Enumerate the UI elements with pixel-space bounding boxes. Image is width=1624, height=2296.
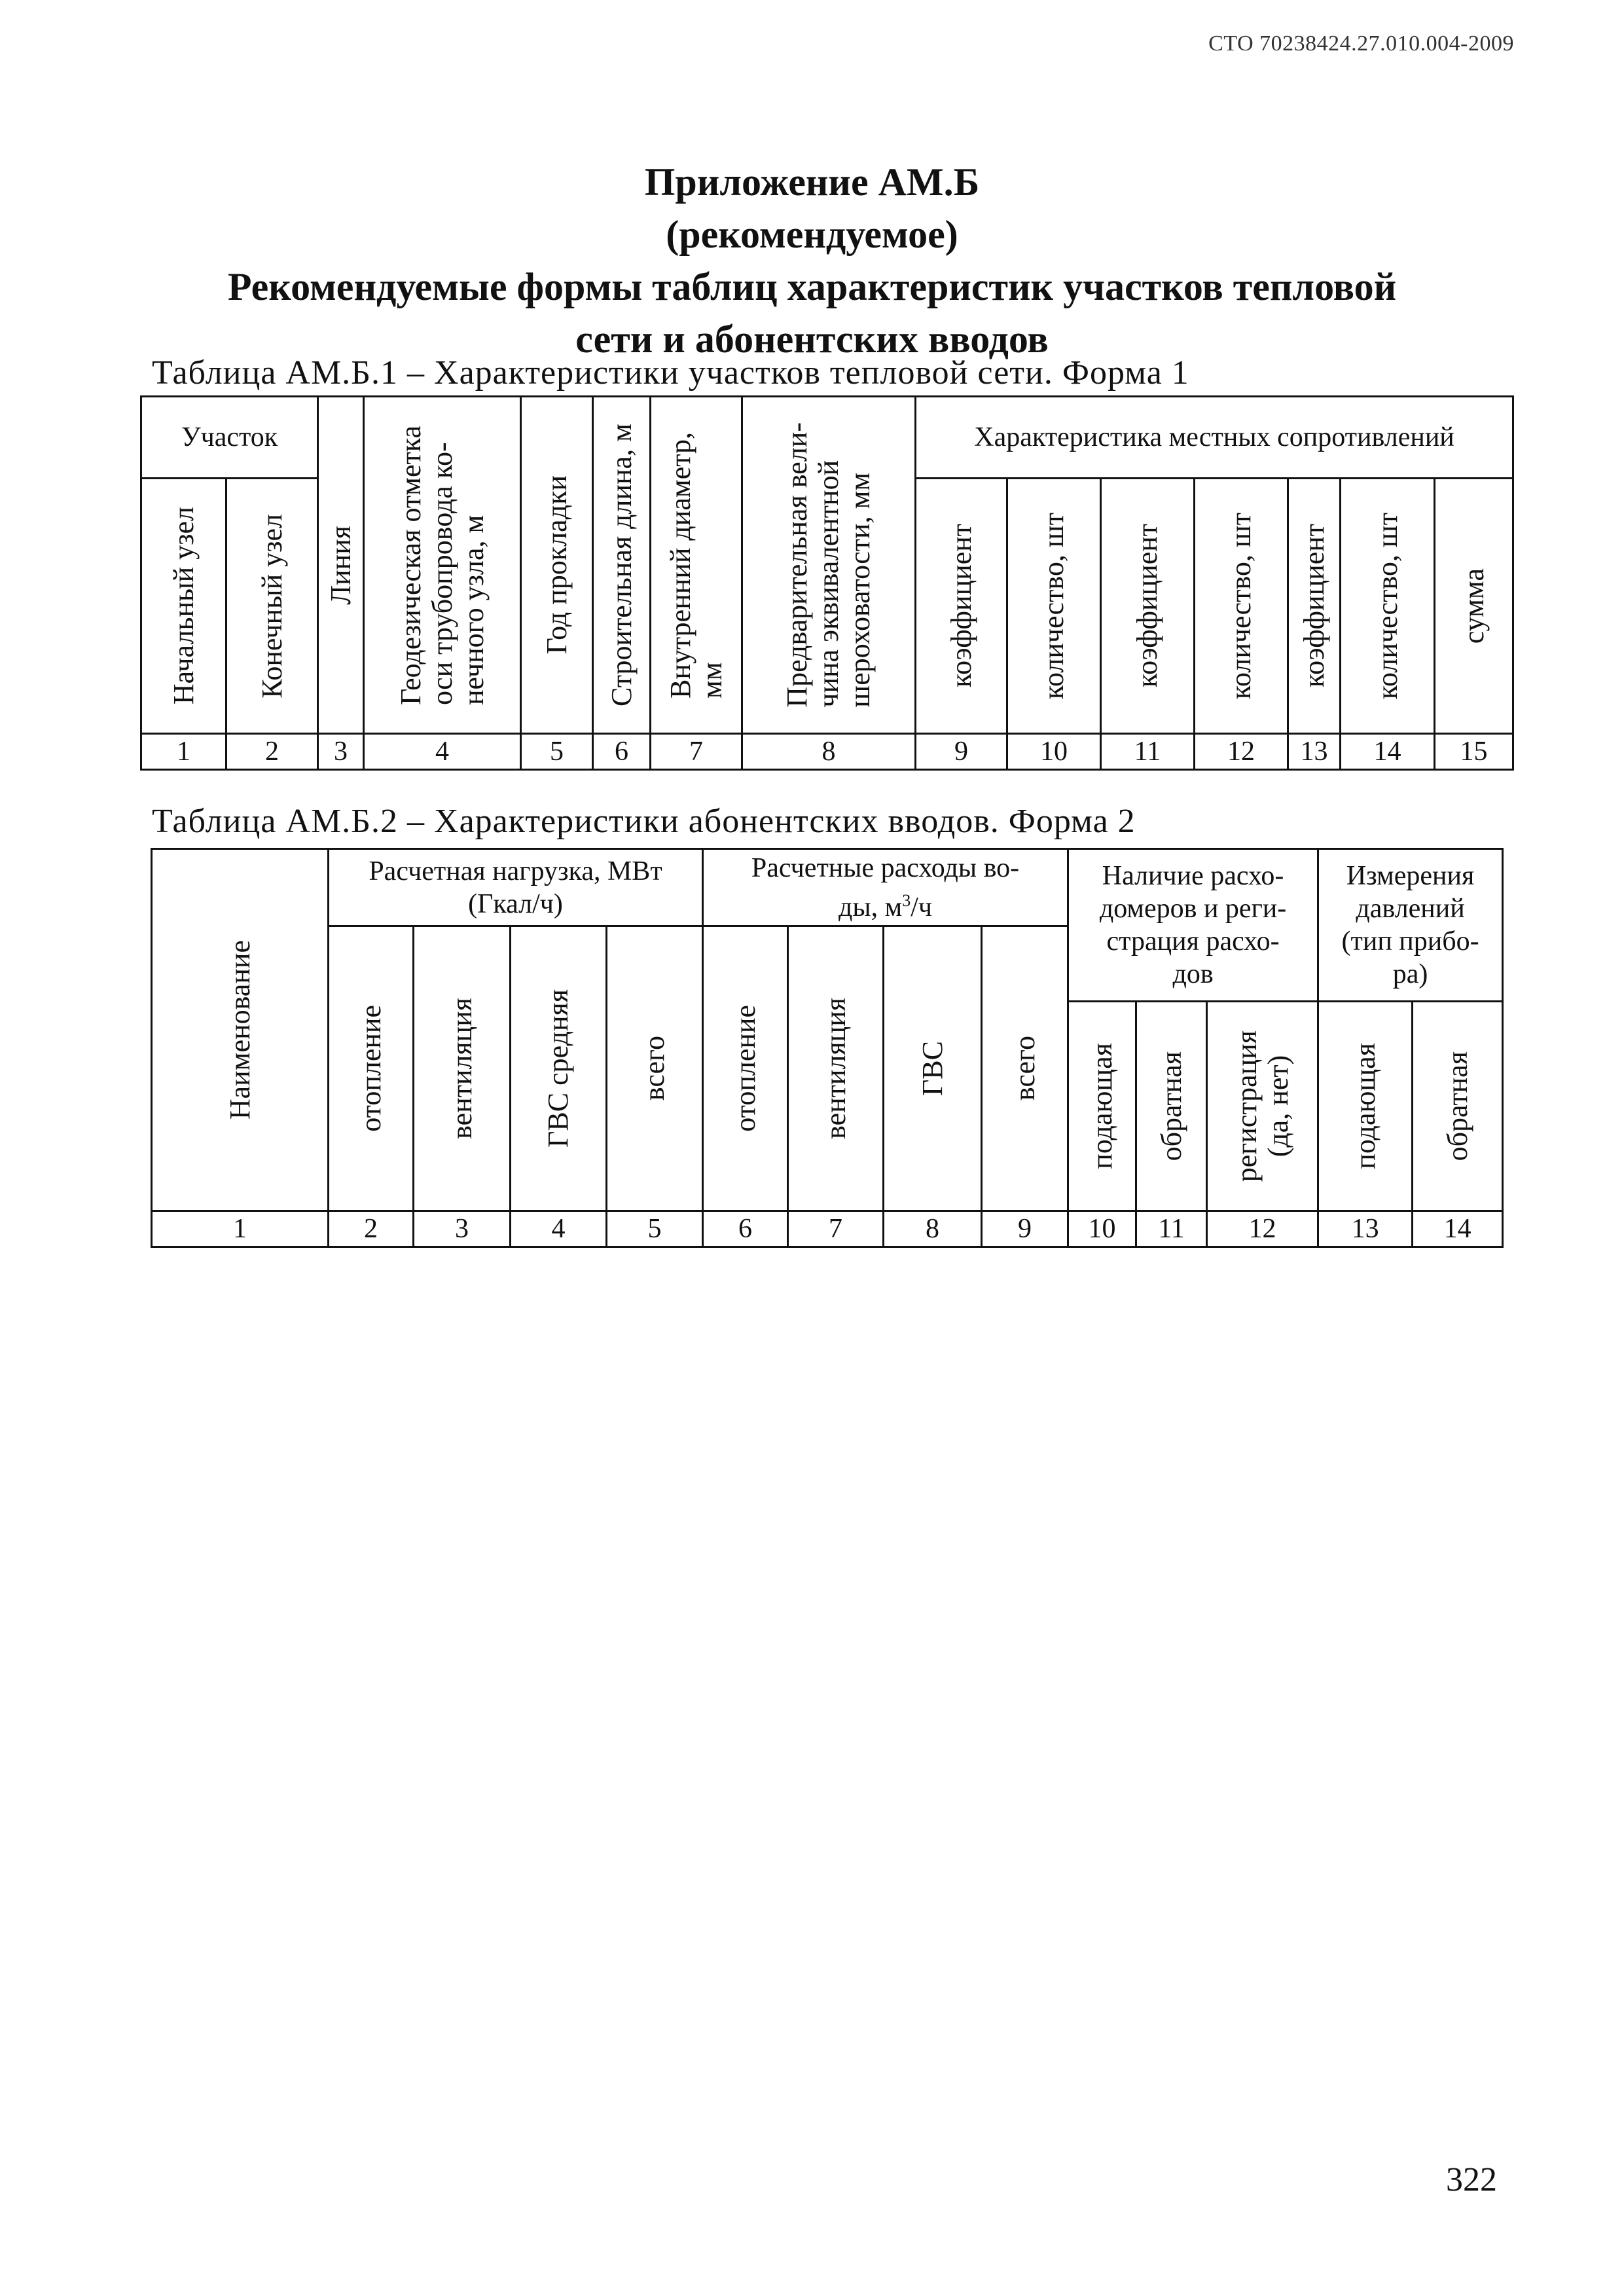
group-header-design-load: Расчетная нагрузка, МВт (Гкал/ч) <box>329 849 703 926</box>
col-header-5-text: Год прокладки <box>540 475 573 655</box>
col-header-ventilation-flow-text: вентиляция <box>819 998 852 1139</box>
t2-col-number-14: 14 <box>1413 1211 1503 1247</box>
water-flow-label: Расчетные расходы во- ды, м <box>751 852 1020 922</box>
col-header-name <box>152 849 329 1211</box>
col-header-2-text: Конечный узел <box>255 513 288 699</box>
col-header-meter-return-text: обратная <box>1155 1051 1187 1161</box>
col-header-3-text: Линия <box>324 525 357 605</box>
col-header-meter-supply <box>1068 1002 1136 1211</box>
col-header-total-flow <box>982 926 1068 1211</box>
t2-col-number-4: 4 <box>511 1211 607 1247</box>
col-header-2 <box>226 479 318 734</box>
col-header-ventilation-flow <box>788 926 884 1211</box>
col-header-9 <box>916 479 1007 734</box>
col-number-8: 8 <box>742 734 916 770</box>
col-header-12-text: количество, шт <box>1225 512 1257 700</box>
col-number-5: 5 <box>521 734 593 770</box>
col-header-11 <box>1101 479 1195 734</box>
group-header-section: Участок <box>141 397 318 479</box>
col-header-hot-water-flow-text: ГВС <box>916 1040 948 1097</box>
t2-col-number-5: 5 <box>607 1211 703 1247</box>
t2-col-number-3: 3 <box>414 1211 511 1247</box>
t2-col-number-12: 12 <box>1207 1211 1318 1247</box>
col-header-6 <box>593 397 651 734</box>
col-header-meter-return <box>1136 1002 1207 1211</box>
col-header-14-text: количество, шт <box>1371 512 1403 700</box>
group-header-water-flow <box>703 849 1068 926</box>
col-number-4: 4 <box>364 734 521 770</box>
col-number-10: 10 <box>1007 734 1101 770</box>
table2-caption: Таблица АМ.Б.2 – Характеристики абонентских вводов. Форма 2 <box>152 803 1136 840</box>
t2-col-number-1: 1 <box>152 1211 329 1247</box>
col-number-3: 3 <box>318 734 364 770</box>
col-header-6-text: Строительная длина, м <box>605 424 638 706</box>
col-header-hot-water-flow <box>884 926 982 1211</box>
col-header-14 <box>1341 479 1435 734</box>
col-number-1: 1 <box>141 734 226 770</box>
col-header-ventilation-load-text: вентиляция <box>445 998 478 1139</box>
col-header-registration-text: регистрация (да, нет) <box>1230 1030 1294 1182</box>
t2-col-number-7: 7 <box>788 1211 884 1247</box>
col-header-10-text: количество, шт <box>1038 512 1070 700</box>
col-header-pressure-return <box>1413 1002 1503 1211</box>
col-header-total-load <box>607 926 703 1211</box>
col-number-7: 7 <box>651 734 742 770</box>
col-header-15-text: сумма <box>1457 568 1490 644</box>
col-header-ventilation-load <box>414 926 511 1211</box>
col-header-1-text: Начальный узел <box>167 507 200 705</box>
col-header-3 <box>318 397 364 734</box>
water-flow-unit: /ч <box>911 892 932 922</box>
heading-line-1: Приложение АМ.Б <box>644 160 980 204</box>
t2-col-number-13: 13 <box>1318 1211 1413 1247</box>
t2-col-number-2: 2 <box>329 1211 414 1247</box>
col-header-8 <box>742 397 916 734</box>
col-header-meter-supply-text: подающая <box>1085 1043 1118 1169</box>
table-subscriber-inputs <box>151 848 1504 1248</box>
water-flow-superscript: 3 <box>902 890 911 910</box>
heading-line-4: сети и абонентских вводов <box>575 318 1049 361</box>
document-code: СТО 70238424.27.010.004-2009 <box>1208 31 1514 56</box>
col-header-9-text: коэффициент <box>945 524 977 688</box>
col-header-4-text: Геодезическая отметка оси трубопровода ко- нечного узла, м <box>394 425 490 705</box>
col-header-15 <box>1435 479 1513 734</box>
t2-col-number-10: 10 <box>1068 1211 1136 1247</box>
page-number: 322 <box>1446 2161 1497 2198</box>
col-header-pressure-supply-text: подающая <box>1348 1043 1381 1169</box>
col-number-11: 11 <box>1101 734 1195 770</box>
col-header-13-text: коэффициент <box>1297 524 1330 688</box>
col-header-heating-flow <box>703 926 788 1211</box>
col-header-8-text: Предварительная вели- чина эквивалентной шероховатости, мм <box>781 422 876 708</box>
heading-line-2: (рекомендуемое) <box>666 213 958 256</box>
group-header-pressure-measurement: Измерения давлений (тип прибо- ра) <box>1318 849 1503 1002</box>
col-number-13: 13 <box>1288 734 1341 770</box>
col-number-2: 2 <box>226 734 318 770</box>
heading-line-3: Рекомендуемые формы таблиц характеристик участков тепловой <box>227 265 1397 308</box>
col-header-1 <box>141 479 226 734</box>
col-header-heating-load <box>329 926 414 1211</box>
col-header-11-text: коэффициент <box>1131 524 1164 688</box>
col-header-total-flow-text: всего <box>1008 1036 1041 1101</box>
t2-col-number-9: 9 <box>982 1211 1068 1247</box>
t2-col-number-8: 8 <box>884 1211 982 1247</box>
col-header-pressure-return-text: обратная <box>1441 1051 1473 1161</box>
group-header-flow-meters: Наличие расхо- домеров и реги- страция расхо- дов <box>1068 849 1318 1002</box>
col-header-hot-water-avg-load <box>511 926 607 1211</box>
group-header-local-resistance: Характеристика местных сопротивлений <box>916 397 1513 479</box>
col-header-4 <box>364 397 521 734</box>
col-header-registration <box>1207 1002 1318 1211</box>
col-header-name-text: Наименование <box>223 939 256 1120</box>
col-header-13 <box>1288 479 1341 734</box>
col-header-10 <box>1007 479 1101 734</box>
t2-col-number-11: 11 <box>1136 1211 1207 1247</box>
col-header-pressure-supply <box>1318 1002 1413 1211</box>
col-header-total-load-text: всего <box>638 1036 670 1101</box>
col-number-12: 12 <box>1195 734 1288 770</box>
table1-caption: Таблица АМ.Б.1 – Характеристики участков тепловой сети. Форма 1 <box>152 354 1189 392</box>
appendix-heading <box>0 156 1624 365</box>
col-header-7 <box>651 397 742 734</box>
col-number-15: 15 <box>1435 734 1513 770</box>
col-header-7-text: Внутренний диаметр, мм <box>664 431 728 699</box>
col-number-14: 14 <box>1341 734 1435 770</box>
col-header-heating-load-text: отопление <box>354 1005 387 1132</box>
col-header-12 <box>1195 479 1288 734</box>
col-header-hot-water-avg-load-text: ГВС средняя <box>542 989 574 1148</box>
table-section-characteristics <box>140 395 1514 771</box>
t2-col-number-6: 6 <box>703 1211 788 1247</box>
col-number-6: 6 <box>593 734 651 770</box>
col-number-9: 9 <box>916 734 1007 770</box>
col-header-heating-flow-text: отопление <box>729 1005 761 1132</box>
col-header-5 <box>521 397 593 734</box>
